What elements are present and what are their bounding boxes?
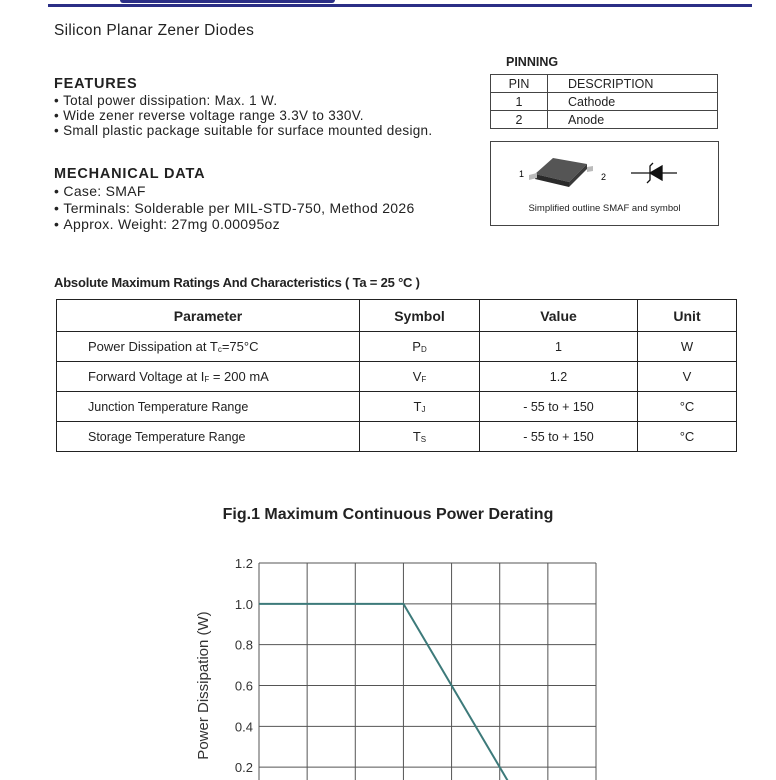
package-figure: [490, 141, 719, 226]
unit-cell: W: [638, 332, 737, 362]
ratings-table: [56, 299, 737, 452]
table-row: [491, 111, 718, 129]
chart-grid: [259, 563, 596, 780]
value-cell: - 55 to + 150: [480, 422, 638, 452]
symbol-cell: $P_D$: [360, 332, 480, 362]
document-subtitle: Silicon Planar Zener Diodes: [54, 22, 255, 39]
y-tick-label: 1.0: [234, 596, 253, 612]
value-cell: 1.2: [480, 362, 638, 392]
symbol-cell: $T_S$: [360, 422, 480, 452]
pin-description: Anode: [548, 111, 718, 129]
description-header: DESCRIPTION: [548, 75, 718, 93]
table-row: [57, 362, 737, 392]
header-logo-edge: [120, 0, 335, 3]
zener-diode-symbol-icon: [631, 163, 677, 183]
ratings-title: Absolute Maximum Ratings And Characteristics ( Ta = 25 °C ): [54, 275, 420, 290]
features-list: [54, 93, 432, 138]
table-row: [57, 392, 737, 422]
package-caption: Simplified outline SMAF and symbol: [528, 203, 681, 214]
chart-series-line: [259, 604, 524, 780]
symbol-cell: $T_J$: [360, 392, 480, 422]
y-tick-label: 0.4: [234, 719, 253, 735]
unit-cell: °C: [638, 392, 737, 422]
chart-y-ticks: [235, 556, 253, 775]
parameter-cell: Forward Voltage at $I_F = 200$ mA: [57, 362, 360, 392]
y-tick-label: 0.6: [234, 678, 253, 694]
parameter-cell: Junction Temperature Range: [57, 392, 360, 422]
y-tick-label: 1.2: [234, 556, 253, 571]
pinning-header-row: [491, 75, 718, 93]
ratings-header-row: [57, 300, 737, 332]
power-derating-chart: [180, 545, 620, 780]
y-tick-label: 0.2: [234, 760, 253, 776]
mechanical-title: MECHANICAL DATA: [54, 166, 206, 182]
table-row: [57, 422, 737, 452]
value-cell: - 55 to + 150: [480, 392, 638, 422]
pin-number: 2: [491, 111, 548, 129]
pinning-table: [490, 74, 718, 129]
unit-header: Unit: [638, 300, 737, 332]
mechanical-list: [54, 183, 415, 233]
mechanical-item: • Terminals: Solderable per MIL-STD-750, Method 2026: [54, 200, 415, 217]
chart-title: Fig.1 Maximum Continuous Power Derating: [222, 506, 554, 523]
package-pin2-label: 2: [601, 172, 607, 182]
symbol-cell: $V_F$: [360, 362, 480, 392]
unit-cell: V: [638, 362, 737, 392]
feature-item: • Small plastic package suitable for surface mounted design.: [54, 123, 432, 138]
pin-number: 1: [491, 93, 548, 111]
value-header: Value: [480, 300, 638, 332]
pinning-title: PINNING: [506, 55, 559, 69]
parameter-header: Parameter: [57, 300, 360, 332]
smaf-package-icon: [529, 158, 593, 187]
table-row: [491, 93, 718, 111]
table-row: [57, 332, 737, 362]
parameter-cell: Storage Temperature Range: [57, 422, 360, 452]
pin-description: Cathode: [548, 93, 718, 111]
symbol-header: Symbol: [360, 300, 480, 332]
y-tick-label: 0.8: [234, 637, 253, 653]
package-illustration: [491, 142, 718, 202]
mechanical-item: • Approx. Weight: 27mg 0.00095oz: [54, 216, 415, 233]
features-title: FEATURES: [54, 76, 138, 92]
mechanical-item: • Case: SMAF: [54, 183, 415, 200]
pin-header: PIN: [491, 75, 548, 93]
chart-y-axis-label: Power Dissipation (W): [195, 611, 212, 760]
feature-item: • Total power dissipation: Max. 1 W.: [54, 93, 432, 108]
parameter-cell: Power Dissipation at $T_c=75^\circ C$: [57, 332, 360, 362]
feature-item: • Wide zener reverse voltage range 3.3V to 330V.: [54, 108, 432, 123]
header-rule: [48, 4, 752, 7]
unit-cell: °C: [638, 422, 737, 452]
package-pin1-label: 1: [519, 169, 525, 179]
value-cell: 1: [480, 332, 638, 362]
